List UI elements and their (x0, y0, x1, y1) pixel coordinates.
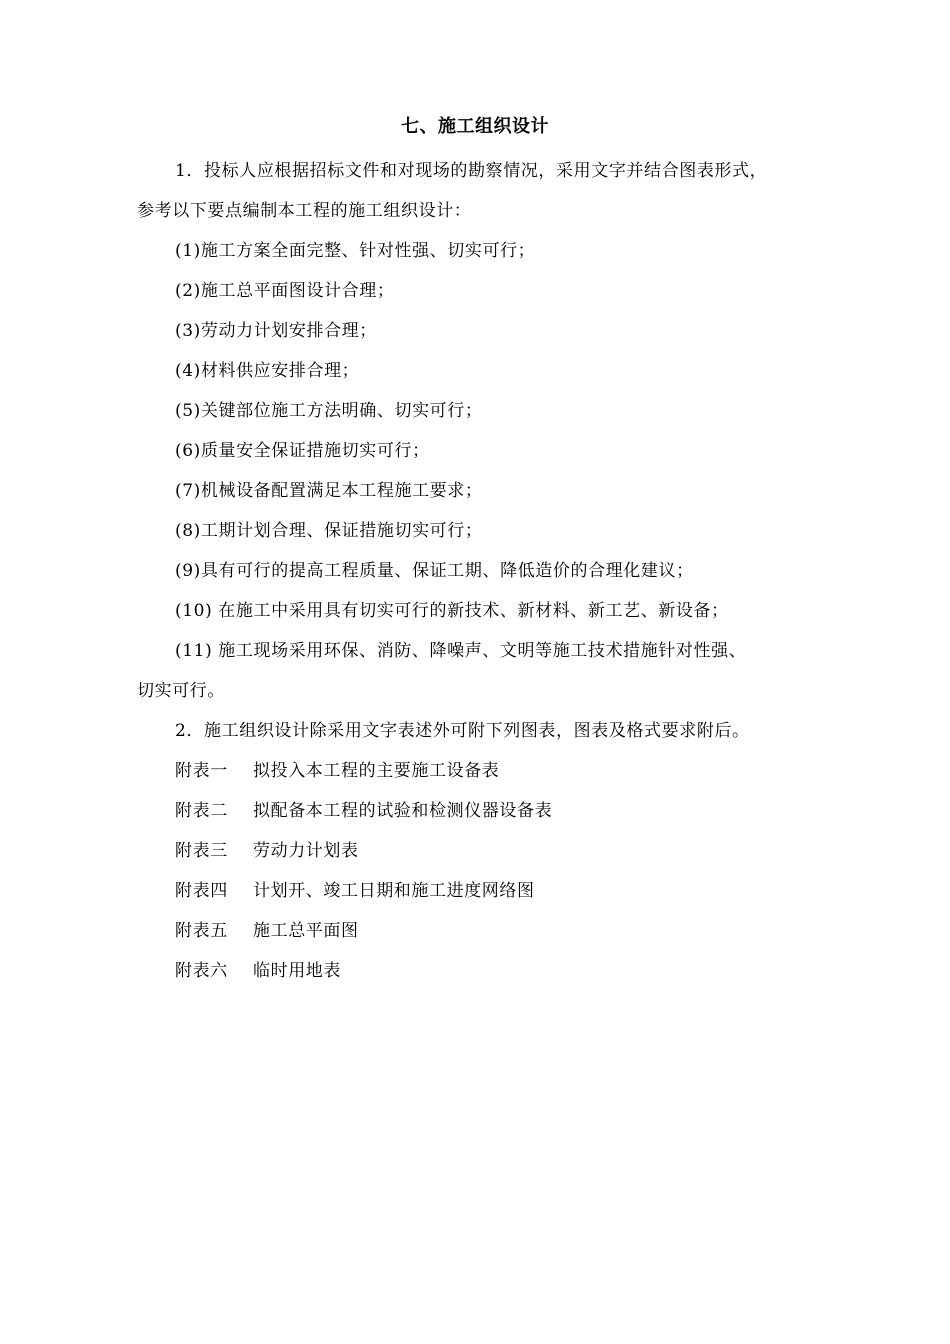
paragraph-1-line-2: 参考以下要点编制本工程的施工组织设计： (137, 201, 472, 221)
appendix-item (175, 838, 359, 864)
list-item-2: (2)施工总平面图设计合理； (175, 281, 395, 301)
appendix-item (175, 918, 359, 944)
appendix-text: 拟投入本工程的主要施工设备表 (253, 761, 500, 781)
list-item-3: (3)劳动力计划安排合理； (175, 321, 377, 341)
list-item-1: (1)施工方案全面完整、针对性强、切实可行； (175, 241, 536, 261)
appendix-text: 劳动力计划表 (253, 841, 359, 861)
appendix-text: 临时用地表 (253, 961, 341, 981)
list-item-11-line-2: 切实可行。 (137, 681, 225, 701)
list-item-8: (8)工期计划合理、保证措施切实可行； (175, 521, 483, 541)
list-item-6: (6)质量安全保证措施切实可行； (175, 441, 430, 461)
appendix-item (175, 958, 341, 984)
appendix-label: 附表三 (175, 841, 228, 861)
list-item-7: (7)机械设备配置满足本工程施工要求； (175, 481, 483, 501)
appendix-item (175, 878, 535, 904)
paragraph-1-line-1: 1．投标人应根据招标文件和对现场的勘察情况，采用文字并结合图表形式， (175, 161, 768, 181)
list-item-9: (9)具有可行的提高工程质量、保证工期、降低造价的合理化建议； (175, 561, 694, 581)
list-item-5: (5)关键部位施工方法明确、切实可行； (175, 401, 483, 421)
list-item-4: (4)材料供应安排合理； (175, 361, 360, 381)
appendix-text: 施工总平面图 (253, 921, 359, 941)
appendix-label: 附表四 (175, 881, 228, 901)
paragraph-2: 2．施工组织设计除采用文字表述外可附下列图表，图表及格式要求附后。 (175, 721, 750, 741)
appendix-label: 附表一 (175, 761, 228, 781)
appendix-item (175, 798, 552, 824)
list-item-11-line-1: (11) 施工现场采用环保、消防、降噪声、文明等施工技术措施针对性强、 (175, 641, 747, 661)
appendix-item (175, 758, 499, 784)
list-item-10: (10) 在施工中采用具有切实可行的新技术、新材料、新工艺、新设备； (175, 601, 729, 621)
appendix-label: 附表五 (175, 921, 228, 941)
page-title: 七、施工组织设计 (401, 116, 549, 137)
appendix-label: 附表二 (175, 801, 228, 821)
appendix-label: 附表六 (175, 961, 228, 981)
appendix-text: 计划开、竣工日期和施工进度网络图 (253, 881, 535, 901)
appendix-text: 拟配备本工程的试验和检测仪器设备表 (253, 801, 553, 821)
